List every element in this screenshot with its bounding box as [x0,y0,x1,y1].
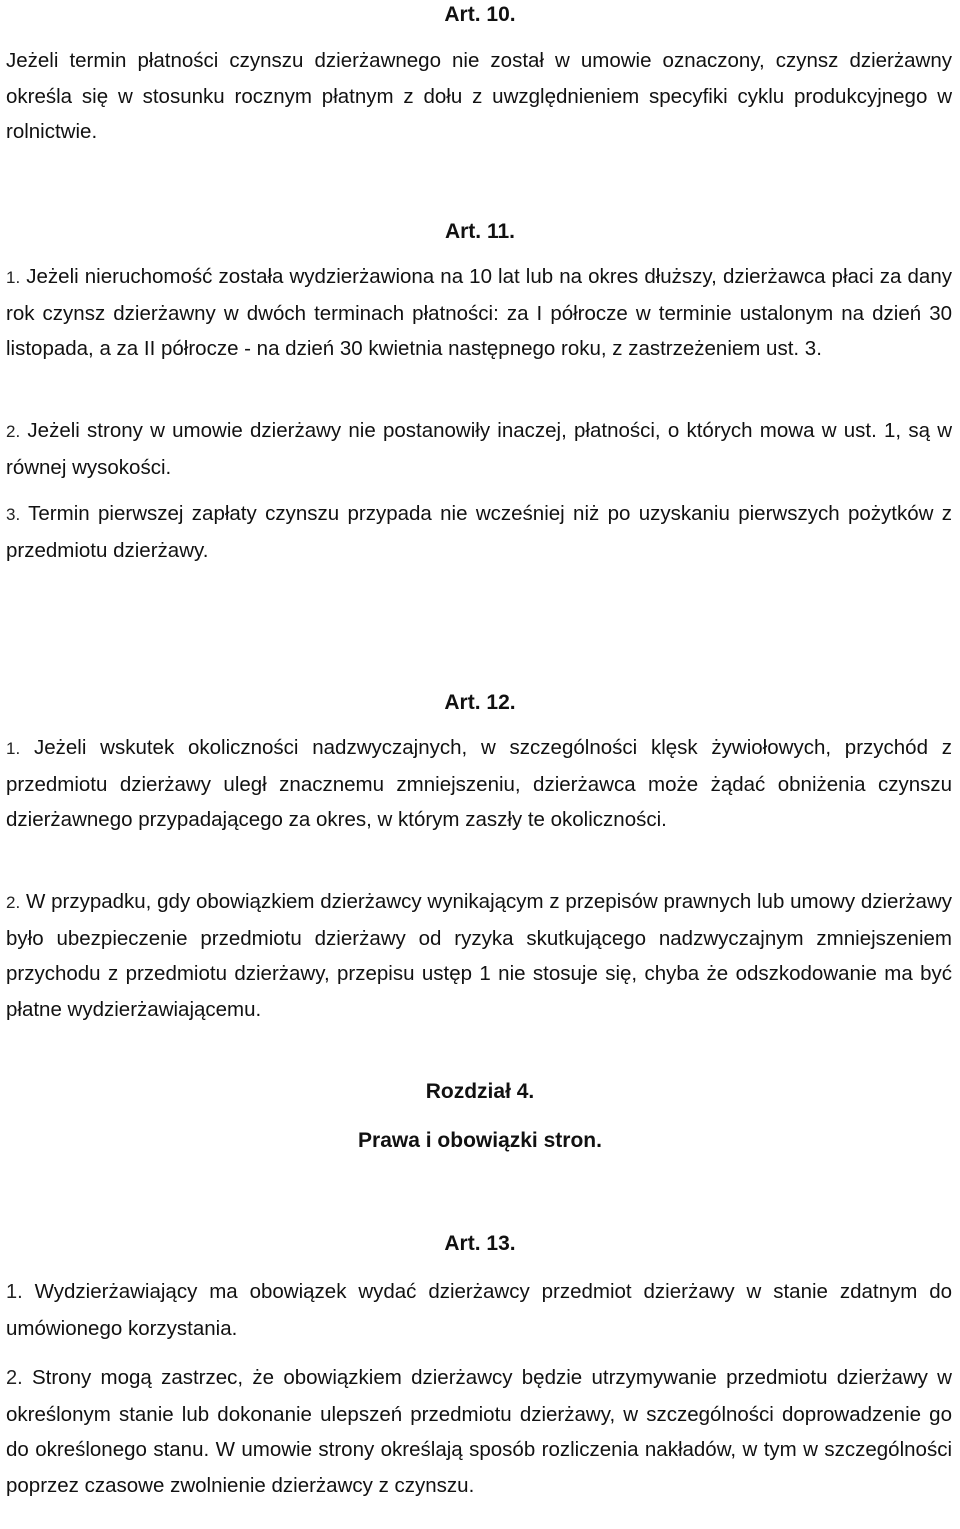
paragraph-text: W przypadku, gdy obowiązkiem dzierżawcy wynikającym z przepisów prawnych lub umowy dzierżawy było ubezpieczenie przedmiotu dzierżawy od ryzyka skutkującego nadzwyczajnym zmniejszeniem przychodu z przedmiotu dzierżawy, przepisu ustęp 1 nie stosuje się, chyba że odszkodowanie ma być płatne wydzierżawiającemu. [6,890,952,1021]
article-12-heading: Art. 12. [444,691,516,714]
paragraph-number: 1. [6,1281,23,1303]
paragraph-number: 3. [6,505,21,524]
article-11-paragraph-3 [6,496,952,568]
article-12-paragraph-2 [6,884,952,1027]
article-12-paragraph-1 [6,730,952,838]
paragraph-number: 2. [6,422,21,441]
paragraph-text: Jeżeli nieruchomość została wydzierżawiona na 10 lat lub na okres dłuższy, dzierżawca płaci za dany rok czynsz dzierżawny w dwóch terminach płatności: za I półrocze w terminie ustalonym na dzień 30 listopada, a za II półrocze - na dzień 30 kwietnia następnego roku, z zastrzeżeniem ust. 3. [6,265,952,360]
article-11-paragraph-1 [6,259,952,367]
article-13-paragraph-2 [6,1360,952,1503]
paragraph-text: Strony mogą zastrzec, że obowiązkiem dzierżawcy będzie utrzymywanie przedmiotu dzierżawy w określonym stanie lub dokonanie ulepszeń przedmiotu dzierżawy, w szczególności doprowadzenie go do określonego stanu. W umowie strony określają sposób rozliczenia nakładów, w tym w szczególności poprzez czasowe zwolnienie dzierżawcy z czynszu. [6,1366,952,1497]
paragraph-text: Jeżeli strony w umowie dzierżawy nie postanowiły inaczej, płatności, o których mowa w ust. 1, są w równej wysokości. [6,419,952,479]
article-11-paragraph-2 [6,413,952,485]
chapter-number: Rozdział 4. [425,1080,535,1103]
paragraph-number: 2. [6,1367,23,1389]
paragraph-number: 2. [6,893,21,912]
article-13-heading: Art. 13. [444,1232,516,1255]
paragraph-text: Wydzierżawiający ma obowiązek wydać dzierżawcy przedmiot dzierżawy w stanie zdatnym do umówionego korzystania. [6,1280,952,1340]
article-11-heading: Art. 11. [444,220,516,243]
paragraph-number: 1. [6,739,21,758]
paragraph-number: 1. [6,268,21,287]
article-10-text: Jeżeli termin płatności czynszu dzierżawnego nie został w umowie oznaczony, czynsz dzierżawny określa się w stosunku rocznym płatnym z dołu z uwzględnieniem specyfiki cyklu produkcyjnego w rolnictwie. [6,49,952,143]
article-10-heading: Art. 10. [444,3,516,26]
chapter-title: Prawa i obowiązki stron. [358,1129,602,1152]
article-13-paragraph-1 [6,1274,952,1346]
paragraph-text: Jeżeli wskutek okoliczności nadzwyczajnych, w szczególności klęsk żywiołowych, przychód z przedmiotu dzierżawy uległ znacznemu zmniejszeniu, dzierżawca może żądać obniżenia czynszu dzierżawnego przypadającego za okres, w którym zaszły te okoliczności. [6,736,953,831]
paragraph-text: Termin pierwszej zapłaty czynszu przypada nie wcześniej niż po uzyskaniu pierwszych pożytków z przedmiotu dzierżawy. [6,502,952,562]
